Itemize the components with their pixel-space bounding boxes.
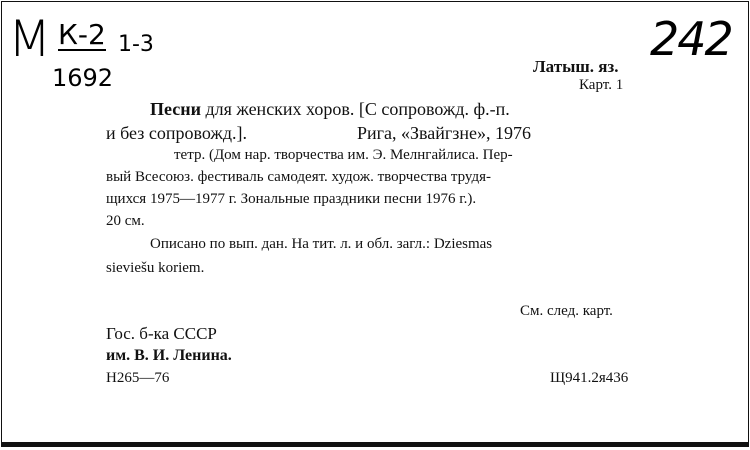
handwritten-copies: 1-3 [118,32,154,57]
library-line-2: им. В. И. Ленина. [106,347,232,364]
entry-line-2-left: и без сопровожд.]. [106,123,248,143]
handwritten-shelf-code: К-2 [58,18,106,51]
entry-line-5: щихся 1975—1977 г. Зональные праздники песни 1976 г.). [106,191,477,207]
entry-line-4: вый Всесоюз. фестиваль самодеят. худож. творчества трудя- [106,169,491,185]
entry-line-2-right: Рига, «Звайгзне», 1976 [357,123,532,143]
handwritten-inventory: 1692 [52,64,114,92]
note-line-1: Описано по вып. дан. На тит. л. и обл. загл.: Dziesmas [150,236,493,252]
entry-title-line [150,100,510,118]
card-number-label: Карт. 1 [579,77,624,93]
order-number: Н265—76 [106,370,170,386]
note-line-2: sieviešu koriem. [106,260,205,276]
entry-line-6: 20 см. [106,213,145,229]
entry-title-rest: для женских хоров. [С сопровожд. ф.-п. [205,99,510,119]
continued-label: См. след. карт. [520,303,613,319]
library-line-1: Гос. б-ка СССР [106,324,217,343]
handwritten-card-number: 242 [650,12,732,66]
language-label: Латыш. яз. [533,57,619,76]
entry-line-3: тетр. (Дом нар. творчества им. Э. Мелнгайлиса. Пер- [174,147,513,163]
catalog-card [1,1,749,447]
handwritten-letter: М [8,10,52,68]
classification-code: Щ941.2я436 [550,370,629,386]
entry-title: Песни [150,99,201,119]
